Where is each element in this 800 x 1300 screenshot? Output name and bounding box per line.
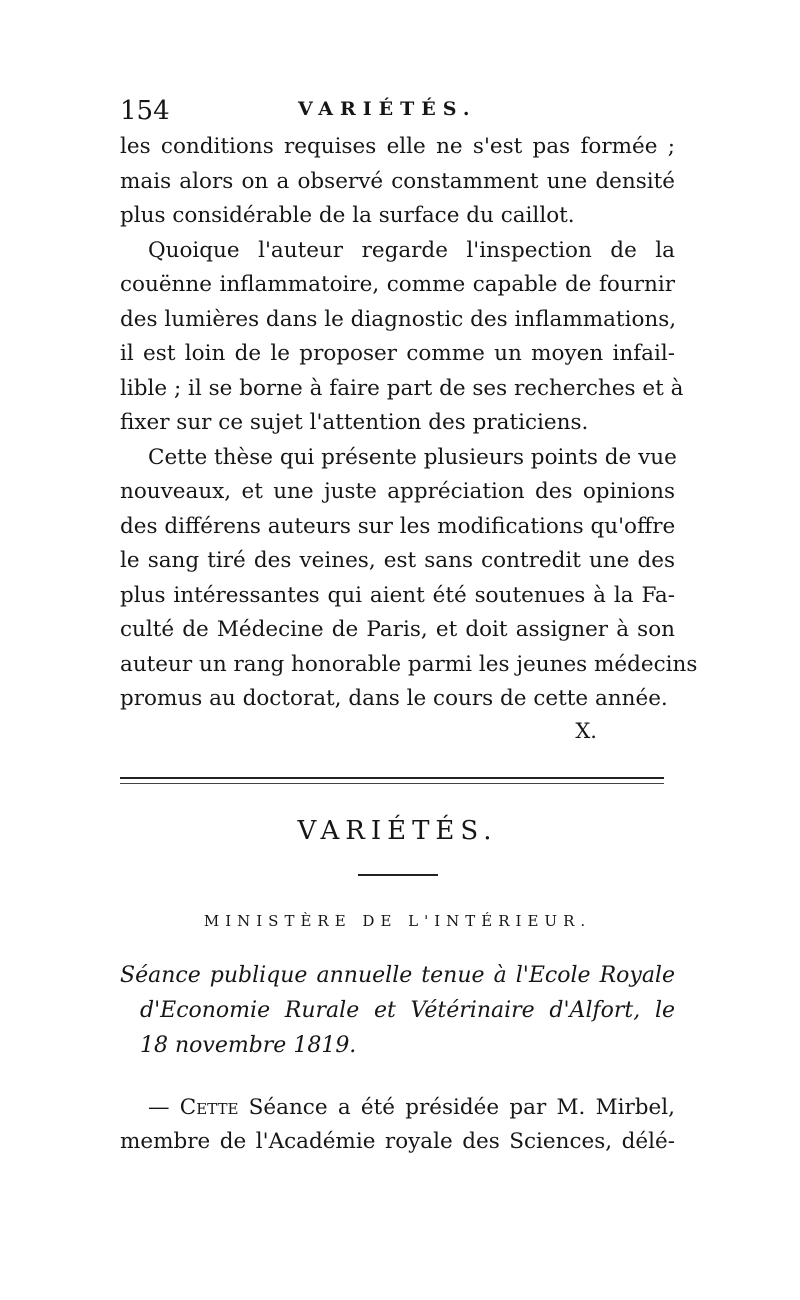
text-line: Cette thèse qui présente plusieurs points de vue (148, 444, 677, 470)
session-title-line: 18 novembre 1819. (140, 1032, 357, 1058)
page-number: 154 (120, 96, 170, 126)
text-line: mais alors on a observé constamment une densité (120, 168, 675, 194)
session-title (120, 958, 675, 1063)
text-line: auteur un rang honorable parmi les jeunes médecins (120, 651, 698, 677)
session-title-line: Séance publique annuelle tenue à l'Ecole Royale (120, 962, 675, 988)
title-underline (358, 874, 438, 876)
running-title: VARIÉTÉS. (298, 98, 477, 120)
text-line: culté de Médecine de Paris, et doit assigner à son (120, 617, 675, 642)
text-line: des lumières dans le diagnostic des inflammations, (120, 306, 677, 332)
text-line: des différens auteurs sur les modifications qu'offre (120, 513, 676, 539)
text-line: le sang tiré des veines, est sans contredit une des (120, 548, 675, 573)
paragraph-3 (120, 441, 698, 717)
text-line: nouveaux, et une juste appréciation des opinions (120, 479, 675, 504)
line-rest: Séance a été présidée par M. Mirbel, (248, 1094, 675, 1120)
running-head (120, 96, 675, 130)
text-line: couënne inflammatoire, comme capable de fournir (120, 272, 675, 297)
author-signature: X. (575, 718, 597, 743)
session-title-line: d'Economie Rurale et Vétérinaire d'Alfort, le (140, 997, 675, 1023)
text-line: fixer sur ce sujet l'attention des praticiens. (120, 410, 589, 435)
lead-word: Cette (179, 1094, 239, 1120)
paragraph-1 (120, 130, 675, 234)
text-line: Quoique l'auteur regarde l'inspection de la (148, 237, 675, 263)
page (120, 96, 698, 1160)
text-line: membre de l'Académie royale des Sciences, délé- (120, 1129, 675, 1154)
text-line: plus considérable de la surface du caillot. (120, 203, 575, 228)
text-line: promus au doctorat, dans le cours de cette année. (120, 686, 668, 711)
ministry-heading: MINISTÈRE DE L'INTÉRIEUR. (203, 911, 592, 930)
lead-dash: — (148, 1094, 170, 1120)
text-line: plus intéressantes qui aient été soutenues à la Fa- (120, 582, 675, 608)
section-divider (120, 777, 664, 784)
section-title: VARIÉTÉS. (297, 815, 498, 846)
text-line: il est loin de le proposer comme un moyen infail- (120, 341, 675, 366)
paragraph-2 (120, 234, 684, 441)
paragraph-4 (120, 1091, 675, 1160)
text-line: lible ; il se borne à faire part de ses recherches et à (120, 375, 684, 401)
text-line (120, 1091, 675, 1126)
text-line: les conditions requises elle ne s'est pas formée ; (120, 134, 675, 159)
